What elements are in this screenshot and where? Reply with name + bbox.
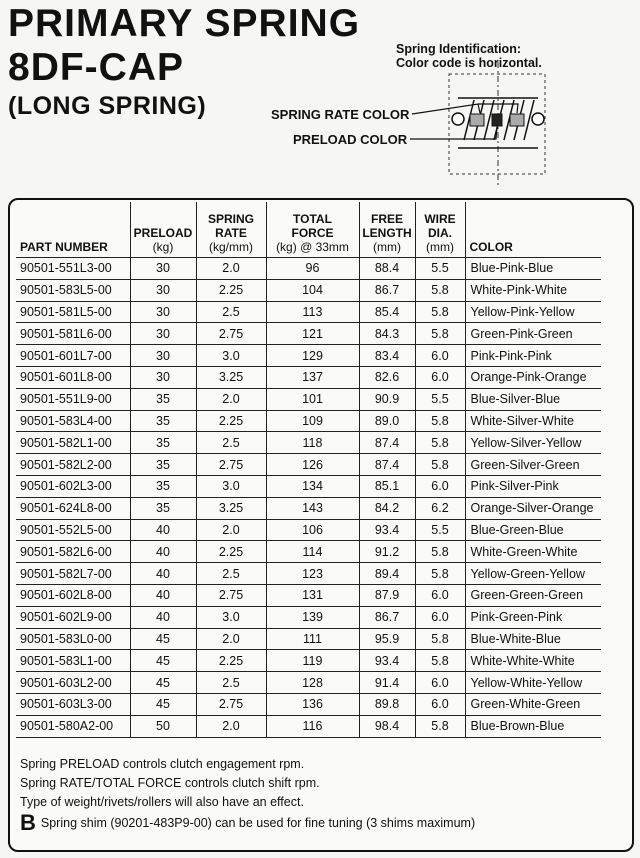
cell-part-number: 90501-583L1-00	[16, 650, 130, 672]
cell-total-force: 128	[266, 672, 359, 694]
table-row	[16, 715, 601, 737]
cell-total-force: 104	[266, 279, 359, 301]
cell-color: Orange-Pink-Orange	[465, 366, 601, 388]
cell-color: Green-Pink-Green	[465, 323, 601, 345]
table-row	[16, 258, 601, 280]
cell-preload: 40	[130, 584, 196, 606]
cell-preload: 40	[130, 519, 196, 541]
cell-color: Blue-Silver-Blue	[465, 388, 601, 410]
cell-color: Green-Green-Green	[465, 584, 601, 606]
cell-spring-rate: 2.75	[196, 584, 266, 606]
cell-spring-rate: 2.5	[196, 563, 266, 585]
cell-part-number: 90501-583L5-00	[16, 279, 130, 301]
header-spring-rate: SPRING RATE (kg/mm)	[196, 202, 266, 258]
spring-spec-table-panel	[8, 198, 634, 852]
cell-preload: 30	[130, 366, 196, 388]
cell-wire-dia: 5.8	[415, 541, 465, 563]
cell-color: Yellow-Silver-Yellow	[465, 432, 601, 454]
cell-free-length: 91.2	[359, 541, 415, 563]
cell-color: Green-White-Green	[465, 693, 601, 715]
notes-block	[20, 755, 320, 812]
cell-wire-dia: 5.5	[415, 258, 465, 280]
cell-preload: 35	[130, 432, 196, 454]
cell-color: Blue-Green-Blue	[465, 519, 601, 541]
cell-color: Blue-Pink-Blue	[465, 258, 601, 280]
cell-part-number: 90501-602L9-00	[16, 606, 130, 628]
cell-total-force: 134	[266, 475, 359, 497]
spring-right-end	[532, 113, 544, 125]
cell-color: Blue-Brown-Blue	[465, 715, 601, 737]
cell-spring-rate: 2.5	[196, 672, 266, 694]
cell-free-length: 95.9	[359, 628, 415, 650]
cell-spring-rate: 2.75	[196, 454, 266, 476]
cell-color: Blue-White-Blue	[465, 628, 601, 650]
spring-id-line1: Spring Identification:	[396, 42, 521, 56]
spring-rate-color-callout: SPRING RATE COLOR	[271, 107, 410, 122]
page-title-model: 8DF-CAP	[8, 46, 185, 89]
cell-wire-dia: 6.2	[415, 497, 465, 519]
cell-color: Pink-Pink-Pink	[465, 345, 601, 367]
cell-wire-dia: 6.0	[415, 345, 465, 367]
cell-free-length: 93.4	[359, 650, 415, 672]
cell-total-force: 116	[266, 715, 359, 737]
cell-spring-rate: 2.25	[196, 650, 266, 672]
header-wire-dia: WIRE DIA. (mm)	[415, 202, 465, 258]
cell-total-force: 101	[266, 388, 359, 410]
header-part-number: PART NUMBER	[16, 202, 130, 258]
header-preload: PRELOAD (kg)	[130, 202, 196, 258]
table-row	[16, 584, 601, 606]
cell-free-length: 89.0	[359, 410, 415, 432]
cell-color: Yellow-Green-Yellow	[465, 563, 601, 585]
cell-wire-dia: 5.8	[415, 628, 465, 650]
note-weights: Type of weight/rivets/rollers will also have an effect.	[20, 795, 304, 809]
cell-total-force: 118	[266, 432, 359, 454]
cell-color: Pink-Green-Pink	[465, 606, 601, 628]
cell-color: Yellow-White-Yellow	[465, 672, 601, 694]
cell-part-number: 90501-601L8-00	[16, 366, 130, 388]
cell-free-length: 84.3	[359, 323, 415, 345]
cell-preload: 35	[130, 497, 196, 519]
cell-free-length: 85.4	[359, 301, 415, 323]
spring-diagram	[0, 0, 640, 200]
preload-color-callout: PRELOAD COLOR	[293, 132, 408, 147]
cell-total-force: 96	[266, 258, 359, 280]
cell-color: Pink-Silver-Pink	[465, 475, 601, 497]
cell-part-number: 90501-552L5-00	[16, 519, 130, 541]
cell-total-force: 136	[266, 693, 359, 715]
cell-preload: 30	[130, 345, 196, 367]
cell-wire-dia: 6.0	[415, 366, 465, 388]
cell-part-number: 90501-582L1-00	[16, 432, 130, 454]
cell-wire-dia: 5.8	[415, 323, 465, 345]
cell-free-length: 86.7	[359, 279, 415, 301]
cell-color: Yellow-Pink-Yellow	[465, 301, 601, 323]
rate-color-band-left	[470, 114, 484, 126]
page-title-line1: PRIMARY SPRING	[8, 2, 361, 45]
cell-preload: 45	[130, 628, 196, 650]
cell-color: White-Silver-White	[465, 410, 601, 432]
header-color: COLOR	[465, 202, 601, 258]
cell-total-force: 111	[266, 628, 359, 650]
cell-spring-rate: 2.75	[196, 323, 266, 345]
cell-part-number: 90501-551L3-00	[16, 258, 130, 280]
cell-color: White-White-White	[465, 650, 601, 672]
cell-preload: 40	[130, 606, 196, 628]
shim-b-icon: B	[20, 810, 36, 835]
cell-spring-rate: 3.0	[196, 606, 266, 628]
cell-total-force: 123	[266, 563, 359, 585]
cell-total-force: 119	[266, 650, 359, 672]
header-free-length: FREE LENGTH (mm)	[359, 202, 415, 258]
cell-wire-dia: 6.0	[415, 475, 465, 497]
cell-preload: 30	[130, 301, 196, 323]
cell-total-force: 113	[266, 301, 359, 323]
spring-id-line2: Color code is horizontal.	[396, 56, 542, 70]
cell-part-number: 90501-624L8-00	[16, 497, 130, 519]
cell-spring-rate: 2.25	[196, 541, 266, 563]
cell-free-length: 91.4	[359, 672, 415, 694]
cell-preload: 30	[130, 323, 196, 345]
cell-part-number: 90501-601L7-00	[16, 345, 130, 367]
table-row	[16, 410, 601, 432]
cell-part-number: 90501-580A2-00	[16, 715, 130, 737]
cell-wire-dia: 5.8	[415, 563, 465, 585]
table-row	[16, 323, 601, 345]
cell-total-force: 143	[266, 497, 359, 519]
cell-spring-rate: 3.0	[196, 345, 266, 367]
cell-free-length: 90.9	[359, 388, 415, 410]
cell-free-length: 88.4	[359, 258, 415, 280]
cell-color: White-Pink-White	[465, 279, 601, 301]
cell-preload: 30	[130, 279, 196, 301]
cell-wire-dia: 6.0	[415, 584, 465, 606]
cell-free-length: 87.4	[359, 432, 415, 454]
cell-total-force: 137	[266, 366, 359, 388]
table-row	[16, 650, 601, 672]
cell-spring-rate: 2.25	[196, 410, 266, 432]
table-header-row	[16, 202, 601, 258]
shim-note	[20, 812, 475, 834]
cell-wire-dia: 5.8	[415, 301, 465, 323]
cell-spring-rate: 2.0	[196, 519, 266, 541]
table-row	[16, 366, 601, 388]
page-subtitle: (LONG SPRING)	[8, 92, 207, 120]
cell-preload: 50	[130, 715, 196, 737]
cell-free-length: 87.4	[359, 454, 415, 476]
cell-part-number: 90501-582L2-00	[16, 454, 130, 476]
cell-preload: 35	[130, 475, 196, 497]
cell-wire-dia: 6.0	[415, 672, 465, 694]
cell-wire-dia: 5.8	[415, 454, 465, 476]
cell-free-length: 87.9	[359, 584, 415, 606]
cell-wire-dia: 5.5	[415, 519, 465, 541]
cell-wire-dia: 5.5	[415, 388, 465, 410]
cell-wire-dia: 5.8	[415, 410, 465, 432]
spring-spec-rows	[16, 258, 601, 738]
cell-preload: 40	[130, 541, 196, 563]
cell-preload: 35	[130, 410, 196, 432]
cell-preload: 30	[130, 258, 196, 280]
cell-part-number: 90501-582L6-00	[16, 541, 130, 563]
cell-part-number: 90501-582L7-00	[16, 563, 130, 585]
rate-color-band-right	[510, 114, 524, 126]
cell-wire-dia: 5.8	[415, 432, 465, 454]
cell-preload: 45	[130, 672, 196, 694]
cell-total-force: 131	[266, 584, 359, 606]
table-row	[16, 388, 601, 410]
cell-total-force: 121	[266, 323, 359, 345]
cell-wire-dia: 5.8	[415, 715, 465, 737]
spring-spec-table	[16, 202, 601, 738]
cell-wire-dia: 5.8	[415, 650, 465, 672]
table-row	[16, 301, 601, 323]
cell-preload: 35	[130, 454, 196, 476]
cell-part-number: 90501-551L9-00	[16, 388, 130, 410]
preload-color-band	[492, 114, 502, 126]
note-rate: Spring RATE/TOTAL FORCE controls clutch shift rpm.	[20, 776, 320, 790]
cell-total-force: 106	[266, 519, 359, 541]
cell-total-force: 126	[266, 454, 359, 476]
note-preload: Spring PRELOAD controls clutch engagement rpm.	[20, 757, 305, 771]
cell-total-force: 109	[266, 410, 359, 432]
cell-free-length: 89.8	[359, 693, 415, 715]
table-row	[16, 497, 601, 519]
table-row	[16, 519, 601, 541]
cell-color: Orange-Silver-Orange	[465, 497, 601, 519]
shim-note-text: Spring shim (90201-483P9-00) can be used for fine tuning (3 shims maximum)	[40, 816, 476, 830]
cell-preload: 35	[130, 388, 196, 410]
table-row	[16, 454, 601, 476]
cell-spring-rate: 3.25	[196, 497, 266, 519]
cell-preload: 45	[130, 650, 196, 672]
cell-spring-rate: 2.0	[196, 388, 266, 410]
cell-part-number: 90501-583L4-00	[16, 410, 130, 432]
header-total-force: TOTAL FORCE (kg) @ 33mm	[266, 202, 359, 258]
table-row	[16, 432, 601, 454]
cell-color: White-Green-White	[465, 541, 601, 563]
cell-wire-dia: 6.0	[415, 693, 465, 715]
spring-left-end	[452, 113, 464, 125]
table-row	[16, 541, 601, 563]
table-row	[16, 279, 601, 301]
cell-part-number: 90501-581L6-00	[16, 323, 130, 345]
cell-total-force: 139	[266, 606, 359, 628]
cell-part-number: 90501-603L3-00	[16, 693, 130, 715]
cell-color: Green-Silver-Green	[465, 454, 601, 476]
cell-free-length: 84.2	[359, 497, 415, 519]
cell-free-length: 93.4	[359, 519, 415, 541]
cell-free-length: 89.4	[359, 563, 415, 585]
table-row	[16, 345, 601, 367]
cell-spring-rate: 2.5	[196, 301, 266, 323]
cell-spring-rate: 3.25	[196, 366, 266, 388]
cell-free-length: 82.6	[359, 366, 415, 388]
cell-part-number: 90501-583L0-00	[16, 628, 130, 650]
cell-total-force: 129	[266, 345, 359, 367]
cell-preload: 45	[130, 693, 196, 715]
cell-preload: 40	[130, 563, 196, 585]
cell-part-number: 90501-603L2-00	[16, 672, 130, 694]
table-row	[16, 693, 601, 715]
cell-spring-rate: 2.0	[196, 628, 266, 650]
cell-free-length: 98.4	[359, 715, 415, 737]
cell-spring-rate: 2.5	[196, 432, 266, 454]
cell-wire-dia: 6.0	[415, 606, 465, 628]
cell-spring-rate: 2.75	[196, 693, 266, 715]
cell-total-force: 114	[266, 541, 359, 563]
table-row	[16, 475, 601, 497]
cell-part-number: 90501-602L8-00	[16, 584, 130, 606]
cell-part-number: 90501-581L5-00	[16, 301, 130, 323]
table-row	[16, 628, 601, 650]
rate-leader-line	[412, 104, 480, 114]
table-row	[16, 672, 601, 694]
cell-free-length: 83.4	[359, 345, 415, 367]
cell-part-number: 90501-602L3-00	[16, 475, 130, 497]
cell-free-length: 86.7	[359, 606, 415, 628]
cell-spring-rate: 2.0	[196, 715, 266, 737]
cell-spring-rate: 2.25	[196, 279, 266, 301]
table-row	[16, 563, 601, 585]
cell-free-length: 85.1	[359, 475, 415, 497]
cell-spring-rate: 3.0	[196, 475, 266, 497]
table-row	[16, 606, 601, 628]
cell-wire-dia: 5.8	[415, 279, 465, 301]
cell-spring-rate: 2.0	[196, 258, 266, 280]
